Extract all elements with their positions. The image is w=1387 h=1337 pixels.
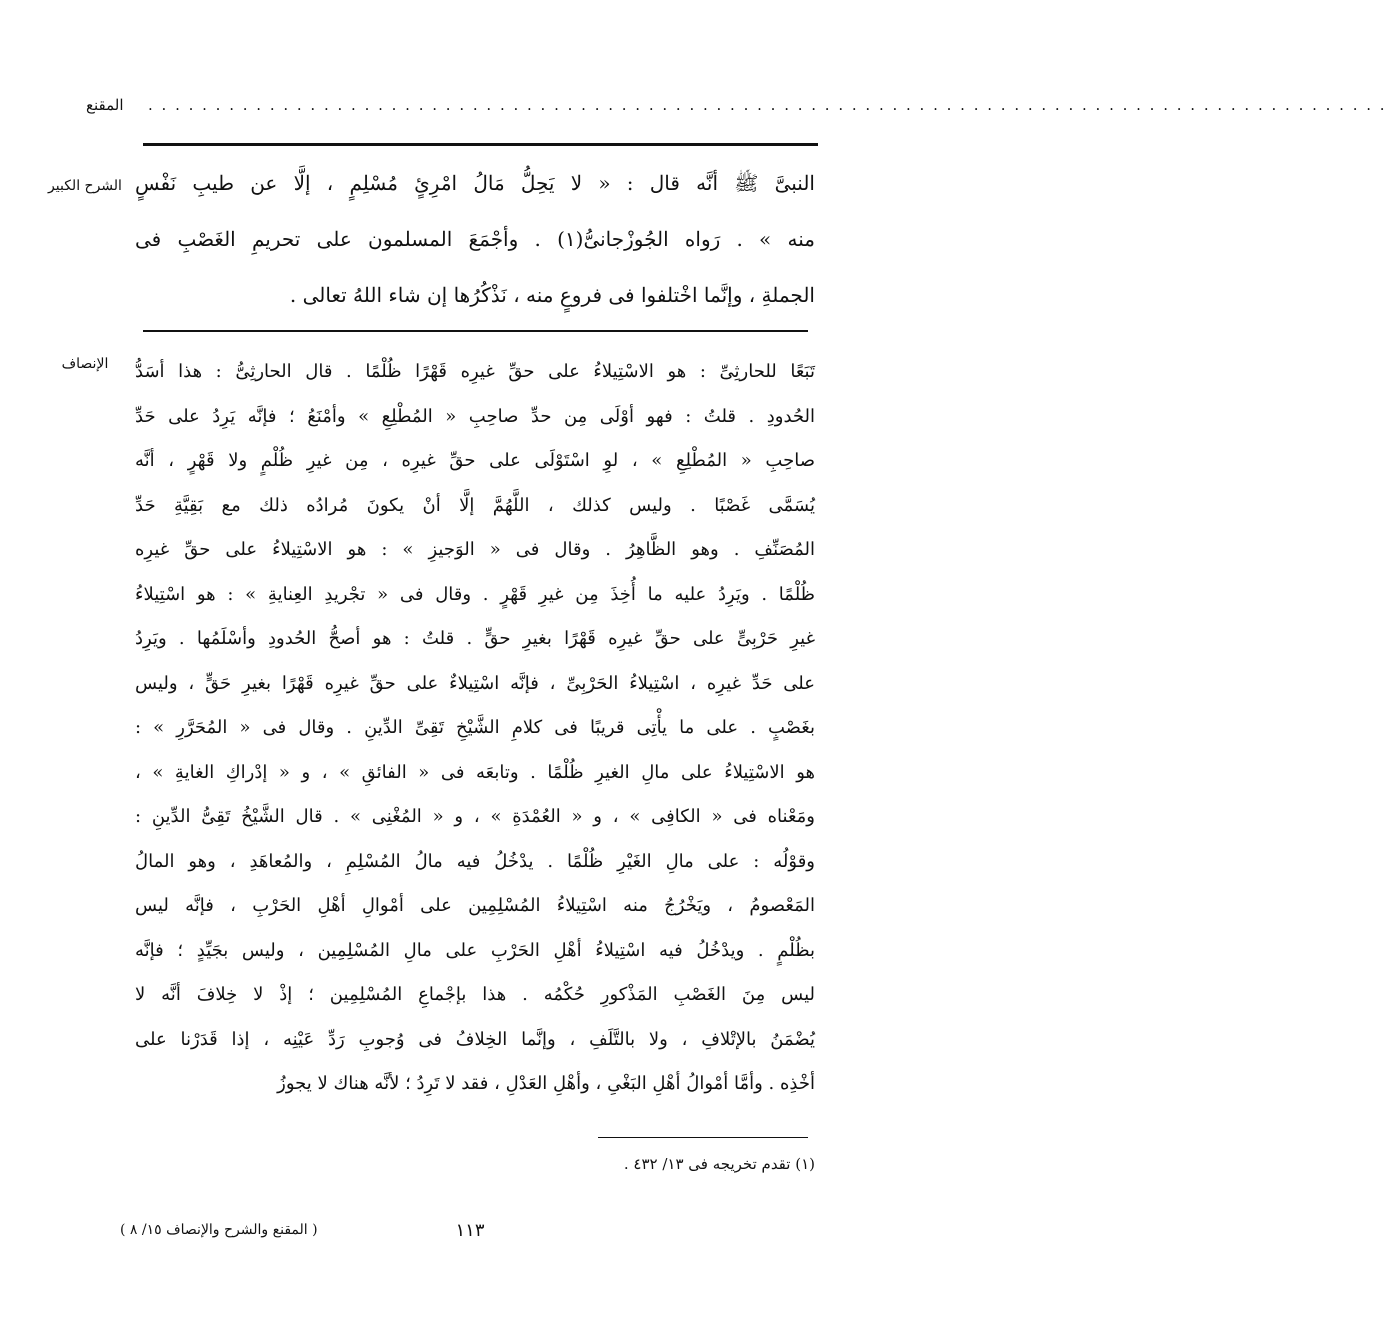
text-line: هو الاسْتِيلاءُ على مالِ الغيرِ ظُلْمًا . وتابعَه فى « الفائقِ » ، و « إدْراكِ الغايةِ » ، — [135, 761, 815, 783]
text-line: على حَدِّ غيرِه ، اسْتِيلاءُ الحَرْبِىِّ ، فإنَّه اسْتِيلاءٌ على حقِّ غيرِه قَهْرًا بغيرِ حَقٍّ ، وليس — [135, 672, 815, 694]
text-line: ليس مِنَ الغَصْبِ المَذْكورِ حُكْمُه . هذا بإجْماعِ المُسْلِمِين ؛ إذْ لا خِلافَ أنَّه لا — [135, 984, 815, 1005]
side-label-insaf: الإنصاف — [61, 356, 109, 372]
text-line: ظُلْمًا . ويَرِدُ عليه ما أُخِذَ مِن غيرِ قَهْرٍ . وقال فى « تجْريدِ العِنايةِ » : هو اسْتِيلاءُ — [135, 583, 815, 605]
text-line: يُسَمَّى غَصْبًا . وليس كذلك ، اللَّهُمَّ إلَّا أنْ يكونَ مُرادُه ذلك مع بَقِيَّةِ حَدِّ — [135, 494, 815, 516]
header-title: المقنع — [86, 96, 124, 114]
footer-source: ( المقنع والشرح والإنصاف ١٥/ ٨ ) — [120, 1222, 318, 1238]
side-label-sharh: الشرح الكبير — [48, 178, 122, 194]
text-line: المَعْصومُ ، ويَخْرُجُ منه اسْتِيلاءُ المُسْلِمِين على أمْوالِ أهْلِ الحَرْبِ ، فإنَّه ليس — [135, 895, 815, 916]
text-line: ومَعْناه فى « الكافِى » ، و « العُمْدَةِ » ، و « المُغْنِى » . قال الشَّيْخُ تَقِىُّ الدِّينِ : — [135, 806, 815, 827]
page-number: ١١٣ — [455, 1220, 485, 1241]
text-line: غيرِ حَرْبِىٍّ على حقِّ غيرِه قَهْرًا بغيرِ حقٍّ . قلتُ : هو أصحُّ الحُدودِ وأسْلَمُها . ويَرِدُ — [135, 628, 815, 649]
footnote: (١) تقدم تخريجه فى ١٣/ ٤٣٢ . — [623, 1155, 815, 1173]
section-divider — [143, 330, 808, 332]
text-line: النبىَّ ﷺ أنَّه قال : « لا يَحِلُّ مَالُ امْرِئٍ مُسْلِمٍ ، إلَّا عن طيبِ نَفْسٍ — [135, 171, 815, 195]
insaf-text-block — [135, 350, 815, 1107]
text-line: المُصَنِّفِ . وهو الظَّاهِرُ . وقال فى « الوَجيزِ » : هو الاسْتِيلاءُ على حقِّ غيرِه — [135, 539, 815, 560]
text-line: تَبَعًا للحارثِىِّ : هو الاسْتِيلاءُ على حقِّ غيرِه قَهْرًا ظُلْمًا . قال الحارثِىُّ : هذا أسَدُّ — [135, 361, 815, 382]
text-line: صاحِبِ « المُطْلِعِ » ، لوِ اسْتَوْلَى على حقِّ غيرِه ، مِن غيرِ ظُلْمٍ ولا قَهْرٍ ، أنَّه — [135, 450, 815, 471]
header-dotted-leader: . . . . . . . . . . . . . . . . . . . . . . . . . . . . . . . . . . . . . . . . . . . . . . . . . . . . . . . . . . . . . . . . . . . . . . . . . . . . . . . . . . . . . . . . . . . . — [148, 96, 1387, 114]
sharh-text-block — [135, 155, 815, 323]
text-line: بظُلْمٍ . ويدْخُلُ فيه اسْتِيلاءُ أهْلِ الحَرْبِ على مالِ المُسْلِمِين ، وليس بجَيِّدٍ ؛ فإنَّه — [135, 939, 815, 961]
footnote-rule — [598, 1137, 808, 1138]
text-line: أخْذِه . وأمَّا أمْوالُ أهْلِ البَغْىِ ، وأهْلِ العَدْلِ ، فقد لا تَرِدُ ؛ لأنَّه هناك لا يجوزُ — [277, 1073, 815, 1094]
text-line: الجملةِ ، وإنَّما اخْتلفوا فى فروعٍ منه ، نَذْكُرُها إن شاء اللهُ تعالى . — [289, 283, 815, 307]
text-line: بغَصْبٍ . على ما يأْتِى قريبًا فى كلامِ الشَّيْخِ تَقِىِّ الدِّينِ . وقال فى « المُحَرَّرِ » : — [135, 717, 815, 738]
text-line: منه » . رَواه الجُوزْجانىُّ(١) . وأجْمَعَ المسلمون على تحريمِ الغَصْبِ فى — [135, 227, 815, 251]
text-line: الحُدودِ . قلتُ : فهو أوْلَى مِن حدِّ صاحِبِ « المُطْلِعِ » وأمْنَعُ ؛ فإنَّه يَرِدُ على حَدِّ — [135, 405, 815, 427]
text-line: يُضْمَنُ بالإتْلافِ ، ولا بالتَّلَفِ ، وإنَّما الخِلافُ فى وُجوبِ رَدِّ عَيْنِه ، إذا قَدَرْنا على — [135, 1028, 815, 1050]
header-rule — [143, 143, 818, 146]
text-line: وقوْلُه : على مالِ الغَيْرِ ظُلْمًا . يدْخُلُ فيه مالُ المُسْلِمِ ، والمُعاهَدِ ، وهو المالُ — [135, 850, 815, 872]
